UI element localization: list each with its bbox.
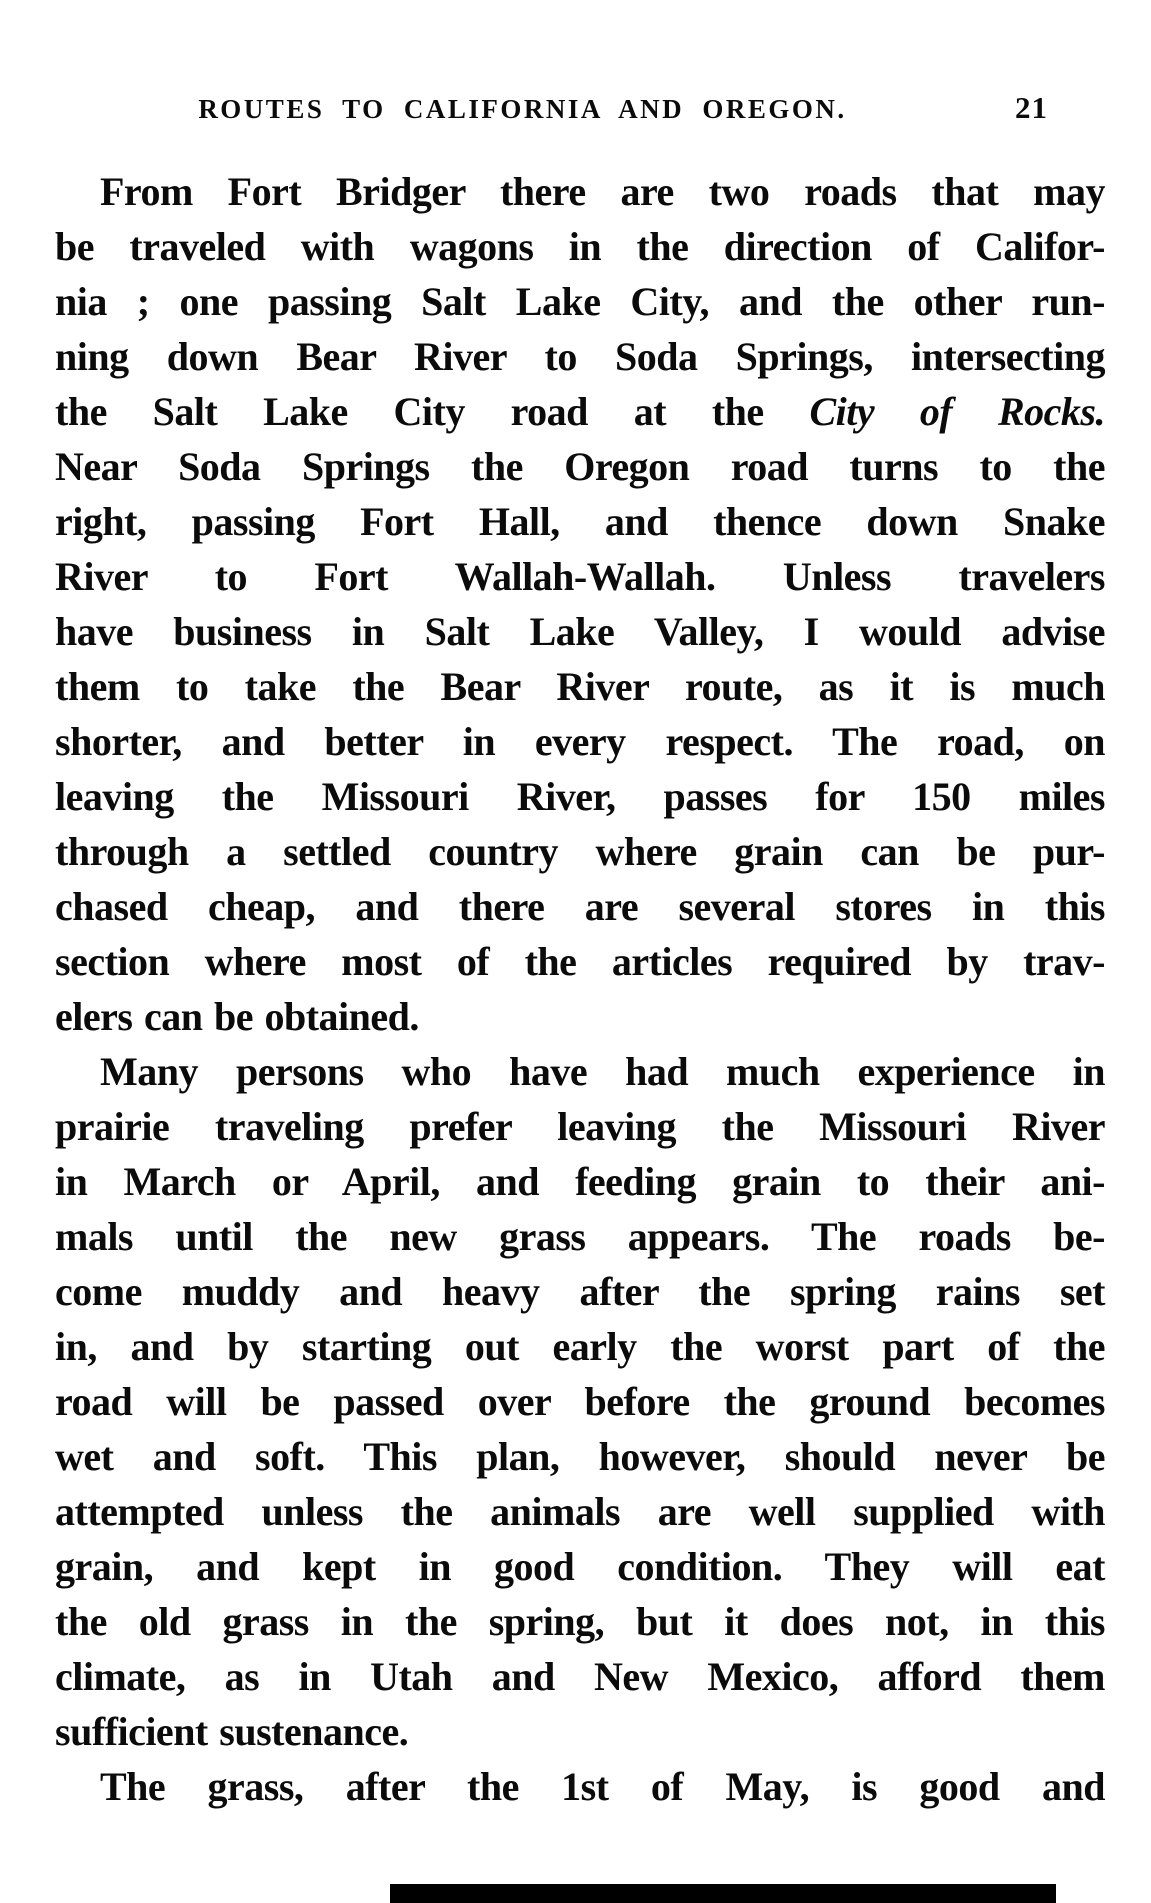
text-line: nia ; one passing Salt Lake City, and the other run- — [55, 279, 1105, 324]
text-line — [55, 384, 1105, 439]
text-line: attempted unless the animals are well supplied with — [55, 1489, 1105, 1534]
text-line: The grass, after the 1st of May, is good and — [100, 1764, 1105, 1809]
running-header — [55, 92, 1105, 134]
text-line: wet and soft. This plan, however, should never be — [55, 1434, 1105, 1479]
text-line: From Fort Bridger there are two roads that may — [100, 169, 1105, 214]
text-line: have business in Salt Lake Valley, I would advise — [55, 609, 1105, 654]
page-number: 21 — [1015, 90, 1048, 125]
text-line: grain, and kept in good condition. They will eat — [55, 1544, 1105, 1589]
text-line: road will be passed over before the ground becomes — [55, 1379, 1105, 1424]
text-line: them to take the Bear River route, as it is much — [55, 664, 1105, 709]
text-line: through a settled country where grain can be pur- — [55, 829, 1105, 874]
text-line: section where most of the articles required by trav- — [55, 939, 1105, 984]
text-line: in March or April, and feeding grain to their ani- — [55, 1159, 1105, 1204]
italic-phrase: City of Rocks. — [809, 389, 1105, 434]
text-line: sufficient sustenance. — [55, 1709, 409, 1754]
text-line: be traveled with wagons in the direction of Califor- — [55, 224, 1105, 269]
running-title: ROUTES TO CALIFORNIA AND OREGON. — [198, 94, 847, 124]
scan-artifact-bar — [390, 1884, 1056, 1903]
text-line: leaving the Missouri River, passes for 150 miles — [55, 774, 1105, 819]
text-line: prairie traveling prefer leaving the Missouri River — [55, 1104, 1105, 1149]
text-line: chased cheap, and there are several stores in this — [55, 884, 1105, 929]
text-line: shorter, and better in every respect. The road, on — [55, 719, 1105, 764]
text-line: in, and by starting out early the worst part of the — [55, 1324, 1105, 1369]
line-text: the Salt Lake City road at the — [55, 389, 810, 434]
text-line: elers can be obtained. — [55, 994, 419, 1039]
body-text — [55, 164, 1105, 1814]
text-line: climate, as in Utah and New Mexico, afford them — [55, 1654, 1105, 1699]
text-line: come muddy and heavy after the spring rains set — [55, 1269, 1105, 1314]
text-line: right, passing Fort Hall, and thence down Snake — [55, 499, 1105, 544]
text-line: Many persons who have had much experience in — [100, 1049, 1105, 1094]
text-line: the old grass in the spring, but it does not, in this — [55, 1599, 1105, 1644]
text-line: Near Soda Springs the Oregon road turns to the — [55, 444, 1105, 489]
text-line: ning down Bear River to Soda Springs, intersecting — [55, 334, 1105, 379]
text-line: River to Fort Wallah-Wallah. Unless travelers — [55, 554, 1105, 599]
text-line: mals until the new grass appears. The roads be- — [55, 1214, 1105, 1259]
